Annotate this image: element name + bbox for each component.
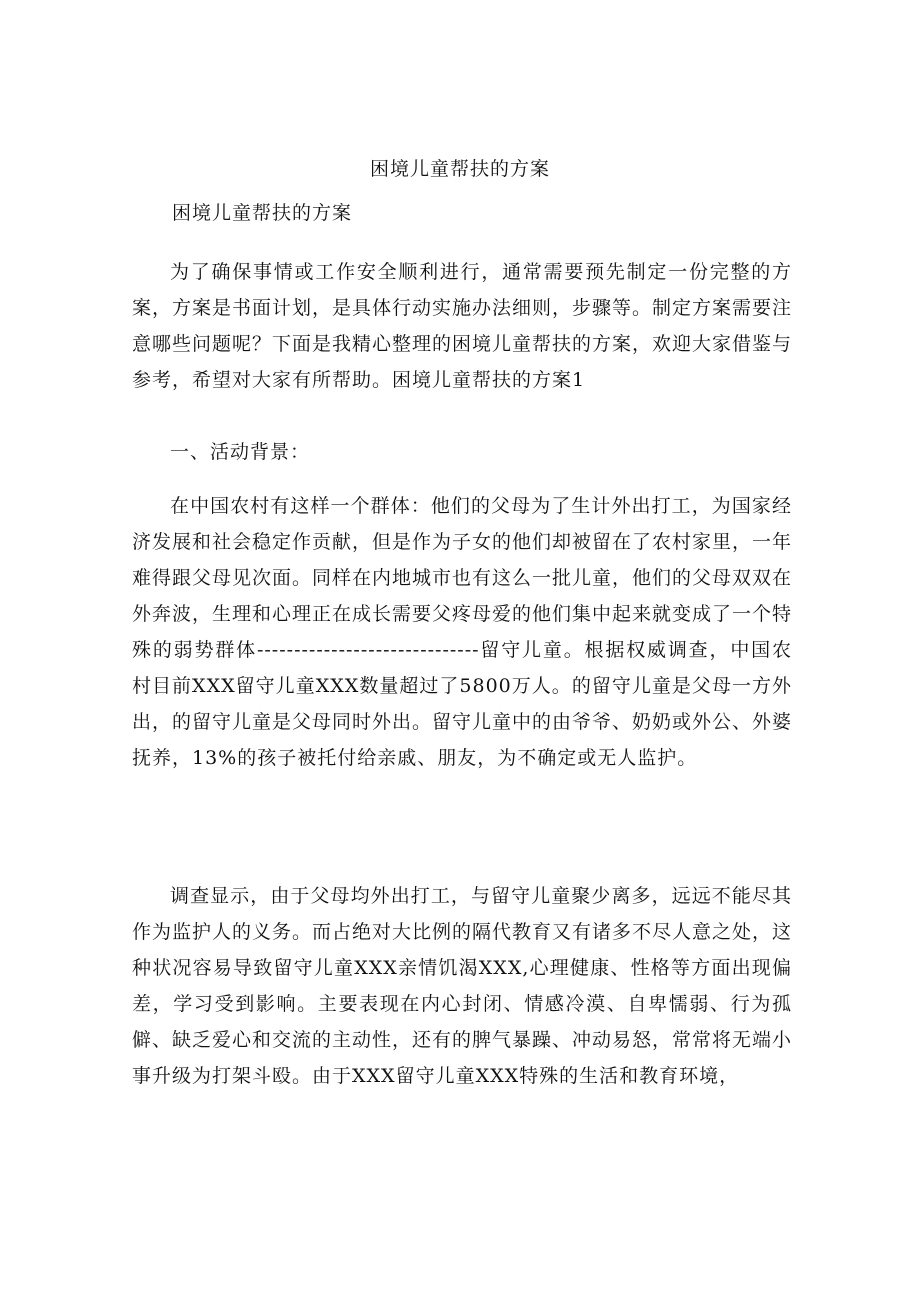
- paragraph-background-2: 调查显示，由于父母均外出打工，与留守儿童聚少离多，远远不能尽其作为监护人的义务。而占绝对大比例的隔代教育又有诸多不尽人意之处，这种状况容易导致留守儿童XXX亲情饥渴XXX,心理健康、性格等方面出现偏差，学习受到影响。主要表现在内心封闭、情感冷漠、自卑懦弱、行为孤僻、缺乏爱心和交流的主动性，还有的脾气暴躁、冲动易怒，常常将无端小事升级为打架斗殴。由于XXX留守儿童XXX特殊的生活和教育环境，: [132, 885, 793, 1087]
- section-heading-background: 一、活动背景：: [170, 441, 311, 463]
- document-title: 困境儿童帮扶的方案: [369, 158, 550, 180]
- paragraph-background-1: 在中国农村有这样一个群体：他们的父母为了生计外出打工，为国家经济发展和社会稳定作贡献，但是作为子女的他们却被留在了农村家里，一年难得跟父母见次面。同样在内地城市也有这么一批儿童，他们的父母双双在外奔波，生理和心理正在成长需要父疼母爱的他们集中起来就变成了一个特殊的弱势群体------------------------------留守儿童。根据权威调查，中国农村目前XXX留守儿童XXX数量超过了5800万人。的留守儿童是父母一方外出，的留守儿童是父母同时外出。留守儿童中的由爷爷、奶奶或外公、外婆抚养，13%的孩子被托付给亲戚、朋友，为不确定或无人监护。: [132, 495, 793, 769]
- paragraph-intro: 为了确保事情或工作安全顺利进行，通常需要预先制定一份完整的方案，方案是书面计划，是具体行动实施办法细则，步骤等。制定方案需要注意哪些问题呢？下面是我精心整理的困境儿童帮扶的方案，欢迎大家借鉴与参考，希望对大家有所帮助。困境儿童帮扶的方案1: [132, 261, 793, 391]
- document-subtitle: 困境儿童帮扶的方案: [172, 202, 353, 224]
